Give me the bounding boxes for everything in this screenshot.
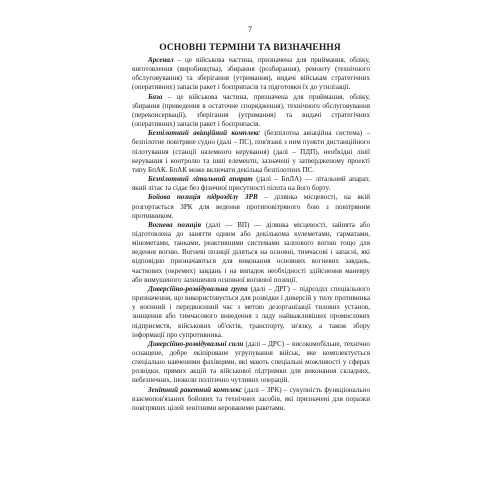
term-label: Безпілотний літальний апарат: [148, 175, 253, 184]
definition-text: – ділянка місцевості, на якій розгортається ЗРК для ведення протиповітряного бою з повітряним противником.: [132, 193, 371, 220]
definition-firing-position: [132, 221, 370, 285]
definition-uav: [132, 175, 370, 193]
definition-text: (далі — ВП) — ділянка місцевості, зайнята або підготовлена до заняття одним або декількома кулеметами, гарматами, мінометами, танками, реактивними системами залпового вогню тощо для ведення вогню. Вогневі позиції діляться на основні, тимчасові і запасні, які відповідно призначаються для виконання основних вогневих завдань, часткових (окремих) завдань і на випадок необхідності здійснення маневру або вимушеного залишення основної вогневої позиції.: [132, 220, 371, 284]
definition-text: (далі – ДРС) – високомобільне, технічно оснащене, добре екіпіроване угрупування військ, яке комплектується спеціально навченими фахівцями, які мають спеціальні можливості у сферах розвідки, прямих акцій та військової підтримки для виконання складних, небезпечних, іноколи політично чутливих операцій.: [132, 339, 370, 385]
definition-sabotage-forces: [132, 340, 370, 386]
definition-text: – це військова частина, призначена для приймання, обліку, виготовлення (виробництва), збирання (розбирання), ремонту (технічного обслуговування) та зберігання (утримання), видачі військам стратегічних (оперативних) запасів ракет і боєприпасів та підготовки їх до утилізації.: [132, 56, 370, 92]
definition-arsenal: [132, 56, 370, 93]
definition-text: (безпілотна авіаційна система) – безпілотне повітряне судно (далі – ПС), пов'язані з ним пункти дистанційного пілотування (станції наземного керування) (далі – ПДП), необхідні лінії керування і контролю та інші елементи, зазначені у затвердженому проекті типу БпАК. БпАК може включати декілька безпілотних ПС.: [132, 129, 371, 174]
definition-text: – це військова частина, призначена для приймання, обліку, збирання (приведення в остаточне спорядження), технічного обслуговування (переконсервації), зберігання (утримання) та видачі стратегічних (оперативних) запасів ракет і боєприпасів.: [132, 92, 370, 129]
definition-text: (далі – ЗРК) – сукупність функціонально взаємопов'язаних бойових та технічних засобів, які призначені для поразки повітряних цілей зенітними керованими ракетами.: [132, 385, 370, 412]
definitions-list: [132, 56, 370, 413]
page-title: ОСНОВНІ ТЕРМІНИ ТА ВИЗНАЧЕННЯ: [159, 43, 341, 53]
term-label: Диверсійно-розвідувальні сили: [148, 339, 244, 348]
term-label: Безпілотний авіаційний комплекс: [148, 129, 261, 138]
term-label: Диверсійно-розвідувальна група: [148, 284, 248, 293]
term-label: База: [148, 92, 163, 101]
term-label: Вогнева позиція: [148, 220, 202, 229]
term-label: Арсенал: [148, 56, 174, 64]
page-number: 7: [248, 25, 252, 34]
definition-sabotage-group: [132, 285, 370, 340]
definition-base: [132, 93, 370, 130]
term-label: Бойова позиція підрозділу ЗРВ: [148, 193, 258, 202]
definition-combat-position: [132, 193, 370, 220]
definition-sam-system: [132, 386, 370, 413]
term-label: Зенітний ракетний комплекс: [148, 385, 243, 394]
definition-text: (далі – БпЛА) — літальний апарат, який літає та сідає без фізичної присутності пілота на його борту.: [132, 175, 370, 193]
definition-uas: [132, 129, 370, 175]
definition-text: (далі – ДРГ) – підрозділ спеціального призначення, що використовується для розвідки і диверсій у тилу противника у воєнний і передвоєнний час з метою дезорганізації тилових установ, знищення або тимчасового виведення з ладу найважливіших промислових підприємств, військових об'єктів, транспорту, зв'язку, а також збору інформації про супротивника.: [132, 284, 370, 339]
